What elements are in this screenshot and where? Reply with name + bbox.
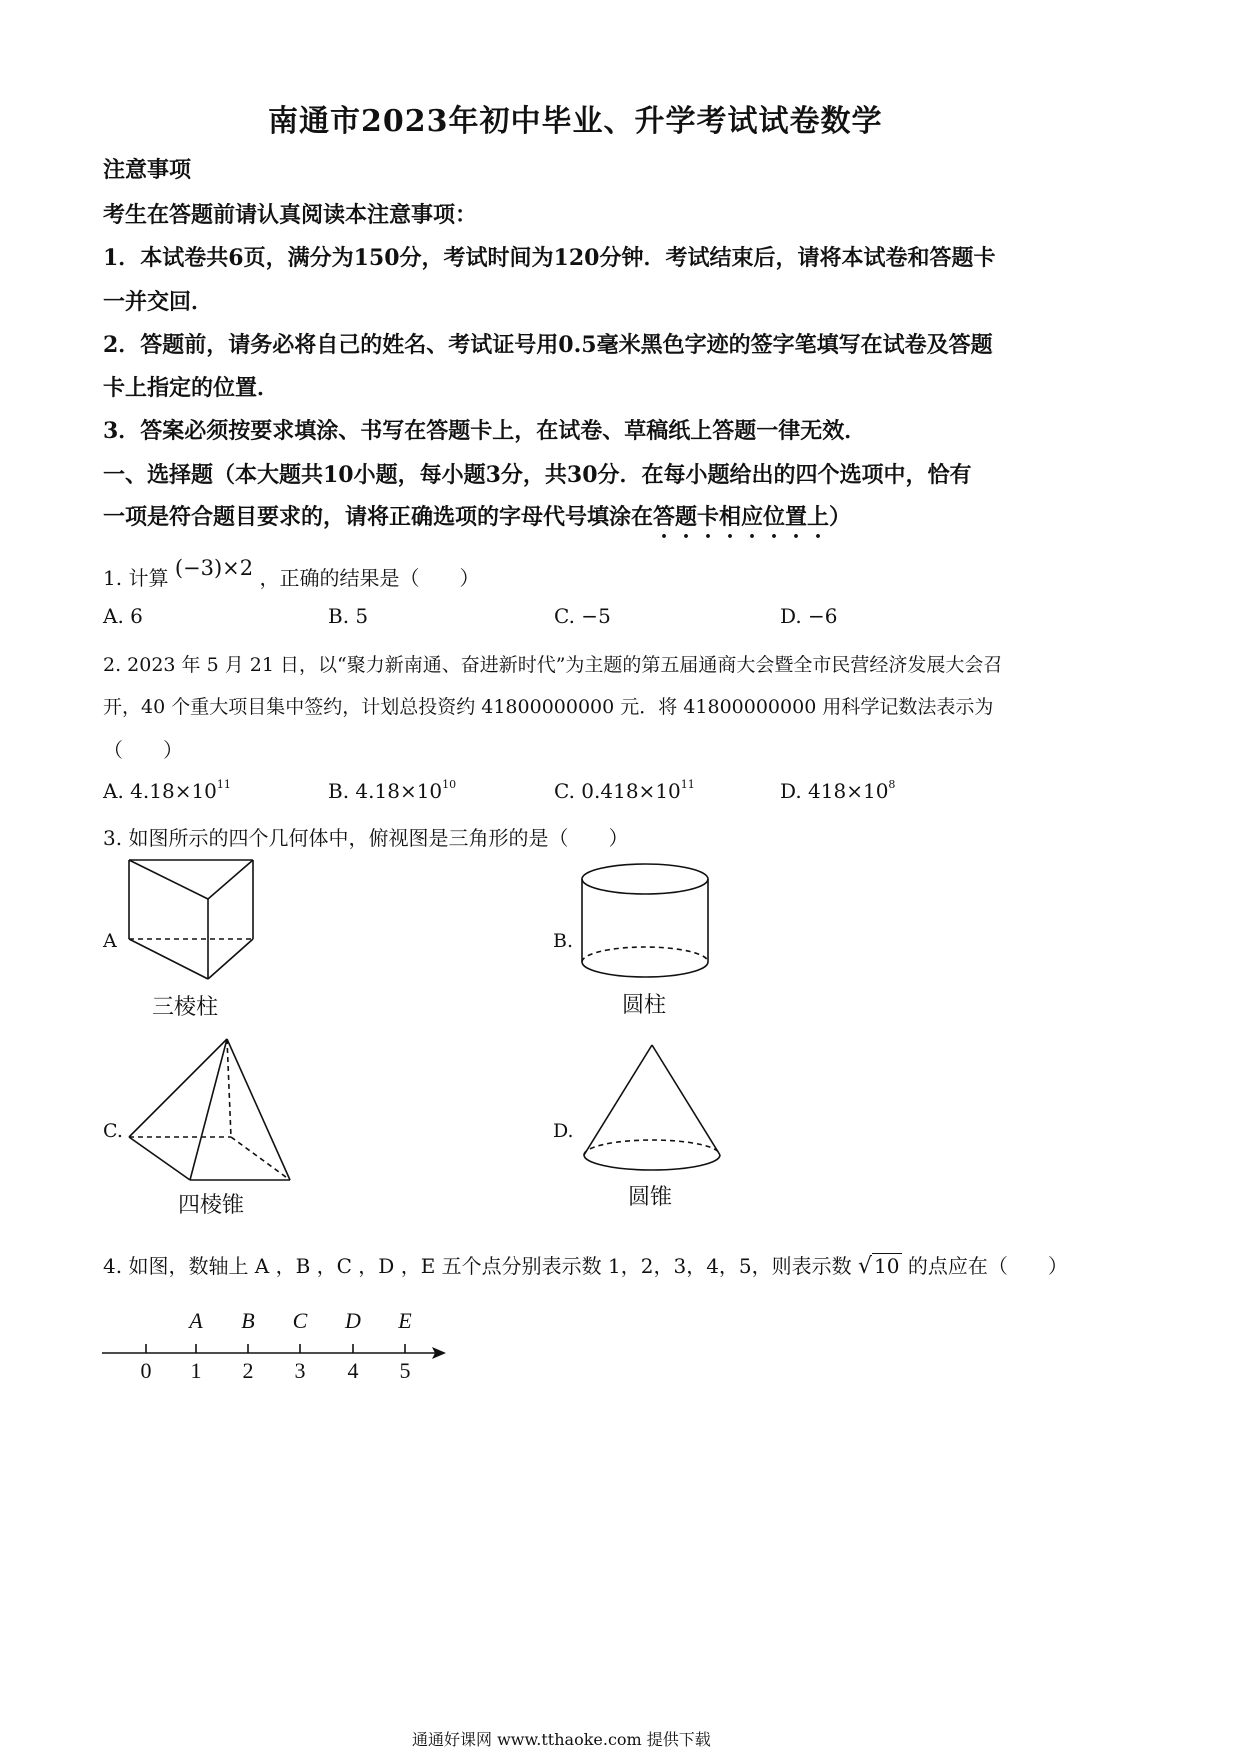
- sqrt-sign: √: [858, 1254, 873, 1279]
- notice-item-2-line-1: 2．答题前，请务必将自己的姓名、考试证号用0.5毫米黑色字迹的签字笔填写在试卷及答题: [103, 332, 993, 358]
- question-2-option-d: [780, 778, 895, 803]
- option-d-exponent: 8: [888, 778, 896, 791]
- question-4: [103, 1250, 1068, 1279]
- notice-item-3: 3．答案必须按要求填涂、书写在答题卡上，在试卷、草稿纸上答题一律无效．: [103, 418, 867, 444]
- tick-label-1: 1: [190, 1358, 202, 1383]
- section-1-line-2-text: 一项是符合题目要求的，请将正确选项的字母代号填涂在: [103, 504, 654, 530]
- cylinder-figure: [580, 862, 720, 992]
- question-2-line-3: （ ）: [103, 738, 183, 762]
- section-1-emphasis-text: 答题卡相应位置上: [653, 504, 830, 530]
- question-1-option-d: D. −6: [780, 604, 838, 628]
- cone-figure: [580, 1042, 730, 1182]
- notice-intro: 考生在答题前请认真阅读本注意事项：: [103, 202, 478, 228]
- question-1: [103, 556, 480, 591]
- question-2-option-b: [328, 778, 456, 803]
- question-2-option-a: [103, 778, 231, 803]
- triangular-prism-figure: [125, 855, 265, 985]
- option-d-base: D. 418×10: [780, 779, 889, 803]
- option-c-base: C. 0.418×10: [554, 779, 681, 803]
- page-footer: 通通好课网 www.tthaoke.com 提供下载: [412, 1730, 711, 1749]
- square-pyramid-figure: [125, 1035, 305, 1185]
- question-4-suffix: 的点应在（ ）: [907, 1254, 1068, 1278]
- question-4-radicand: 10: [874, 1254, 900, 1278]
- notice-heading: 注意事项: [103, 157, 192, 183]
- tick-label-0: 0: [140, 1358, 152, 1383]
- figure-c-label: C.: [103, 1120, 123, 1142]
- notice-item-2-line-2: 卡上指定的位置．: [103, 375, 280, 401]
- figure-d-label: D.: [553, 1120, 574, 1142]
- point-label-c: C: [292, 1308, 308, 1333]
- question-4-prefix: 4. 如图，数轴上 A ，B ，C ，D ，E 五个点分别表示数 1，2，3，4，5，则表示数: [103, 1254, 852, 1278]
- question-1-option-b: B. 5: [328, 604, 369, 628]
- notice-item-1-line-1: 1．本试卷共6页，满分为150分，考试时间为120分钟．考试结束后，请将本试卷和答题卡: [103, 245, 996, 271]
- page-title: 南通市2023年初中毕业、升学考试试卷数学: [268, 104, 883, 139]
- number-line-figure: [100, 1300, 460, 1390]
- question-1-option-a: A. 6: [103, 604, 143, 628]
- option-a-base: A. 4.18×10: [103, 779, 217, 803]
- point-label-a: A: [189, 1308, 203, 1333]
- section-1-heading-line-1: 一、选择题（本大题共10小题，每小题3分，共30分．在每小题给出的四个选项中，恰有: [103, 462, 972, 488]
- option-c-exponent: 11: [680, 778, 695, 791]
- question-2-line-1: 2. 2023 年 5 月 21 日，以“聚力新南通、奋进新时代”为主题的第五届通商大会暨全市民营经济发展大会召: [103, 654, 1003, 676]
- figure-b-label: B.: [553, 930, 574, 952]
- point-label-b: B: [241, 1308, 255, 1333]
- question-1-option-c: C. −5: [554, 604, 611, 628]
- question-2-line-2: 开，40 个重大项目集中签约，计划总投资约 41800000000 元．将 41800000000 用科学记数法表示为: [103, 696, 994, 718]
- tick-label-3: 3: [294, 1358, 306, 1383]
- point-label-e: E: [398, 1308, 412, 1333]
- tick-label-5: 5: [399, 1358, 411, 1383]
- question-1-suffix: ，正确的结果是（ ）: [259, 566, 480, 590]
- section-1-heading-line-2: [103, 500, 851, 543]
- question-1-prefix: 1. 计算: [103, 566, 169, 590]
- figure-b-caption: 圆柱: [622, 993, 667, 1018]
- question-3: 3. 如图所示的四个几何体中，俯视图是三角形的是（ ）: [103, 826, 629, 850]
- figure-c-caption: 四棱锥: [178, 1193, 245, 1218]
- figure-a-label: A: [103, 930, 117, 952]
- notice-item-1-line-2: 一并交回．: [103, 289, 214, 315]
- question-1-expression: (−3)×2: [174, 556, 254, 580]
- figure-a-caption: 三棱柱: [152, 995, 219, 1020]
- option-b-exponent: 10: [442, 778, 457, 791]
- tick-label-4: 4: [347, 1358, 359, 1383]
- figure-d-caption: 圆锥: [628, 1185, 673, 1210]
- point-label-d: D: [345, 1308, 361, 1333]
- tick-label-2: 2: [242, 1358, 254, 1383]
- option-a-exponent: 11: [216, 778, 231, 791]
- option-b-base: B. 4.18×10: [328, 779, 443, 803]
- question-2-option-c: [554, 778, 695, 803]
- section-1-line-2-end: ）: [829, 504, 852, 530]
